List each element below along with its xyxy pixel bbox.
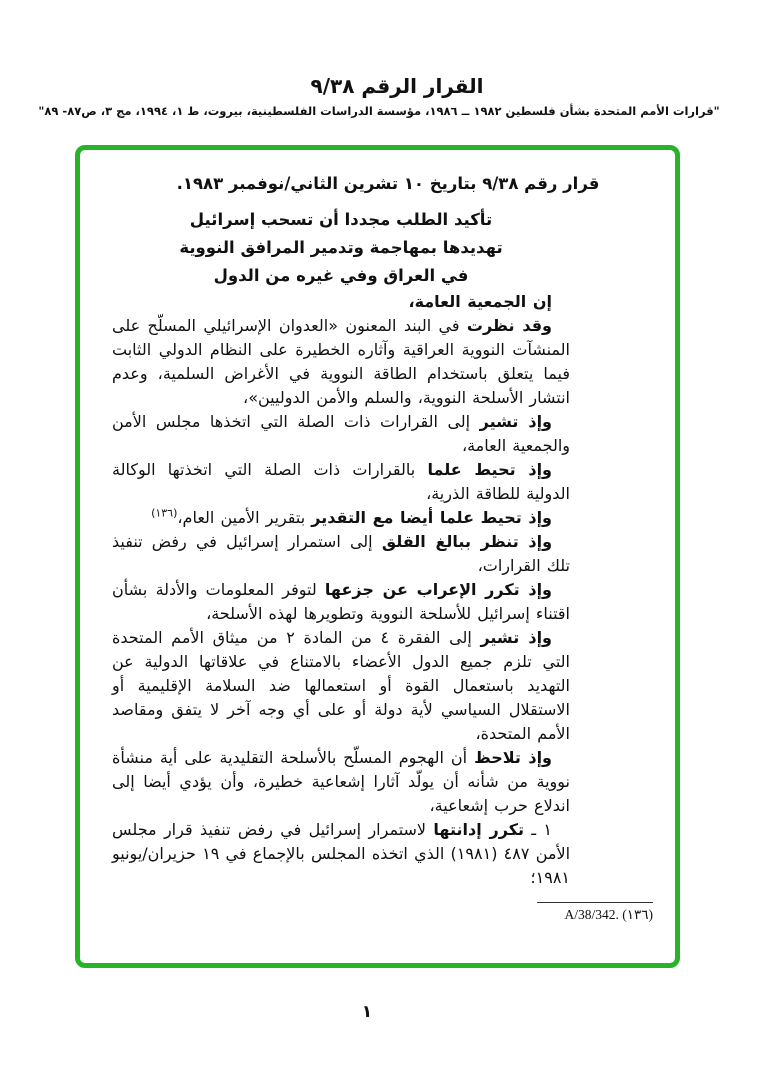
footnote-text: A/38/342. (١٣٦) <box>564 907 653 922</box>
item-number: ١ ـ <box>524 820 552 839</box>
paragraph-text: إلى القرارات ذات الصلة التي اتخذها مجلس الأمن والجمعية العامة، <box>112 412 570 455</box>
resolution-heading: قرار رقم ٩/٣٨ بتاريخ ١٠ تشرين الثاني/نوفمبر ١٩٨٣. <box>176 174 600 193</box>
paragraph-text: لتوفر المعلومات والأدلة بشأن اقتناء إسرائيل للأسلحة النووية وتطويرها لهذه الأسلحة، <box>112 580 570 623</box>
subtitle-line-1: تأكيد الطلب مجددا أن تسحب إسرائيل <box>189 210 493 229</box>
paragraph-lead: وإذ تحيط علما <box>427 460 552 479</box>
paragraph-lead: وإذ تحيط علما أيضا مع التقدير <box>311 508 552 527</box>
subtitle-line-2: تهديدها بمهاجمة وتدمير المرافق النووية <box>179 238 503 257</box>
page-title: القرار الرقم ٩/٣٨ <box>310 74 484 98</box>
document-body <box>112 172 600 890</box>
paragraph-preamble-7 <box>112 626 570 746</box>
paragraph-text: لاستمرار إسرائيل في رفض تنفيذ قرار مجلس الأمن ٤٨٧ (١٩٨١) الذي اتخذه المجلس بالإجماع في ١٩ حزيران/يونيو ١٩٨١؛ <box>112 820 571 887</box>
paragraph-lead: وإذ تشير <box>480 628 552 647</box>
paragraph-preamble-6 <box>112 578 570 626</box>
paragraph-text: أن الهجوم المسلّح بالأسلحة التقليدية على أية منشأة نووية من شأنه أن يولّد آثارا إشعاعية خطيرة، وأن يؤدي أيضا إلى اندلاع حرب إشعاعية، <box>112 748 570 815</box>
paragraph-preamble-2 <box>112 410 570 458</box>
resolution-text <box>112 290 570 890</box>
paragraph-preamble-8 <box>112 746 570 818</box>
paragraph-preamble-3 <box>112 458 570 506</box>
paragraph-preamble-4 <box>112 506 570 530</box>
paragraph-text: إلى الفقرة ٤ من المادة ٢ من ميثاق الأمم المتحدة التي تلزم جميع الدول الأعضاء بالامتناع في علاقاتها الدولية عن التهديد باستعمال القوة أو استعمالها ضد السلامة الإقليمية أو الاستقلال السياسي لأية دولة أو على أي وجه آخر لا يتفق ومقاصد الأمم المتحدة، <box>112 628 570 743</box>
paragraph-preamble-1 <box>112 314 570 410</box>
footnote-separator <box>537 902 653 903</box>
paragraph-lead: وإذ تنظر ببالغ القلق <box>381 532 553 551</box>
resolution-subtitle <box>112 206 570 290</box>
paragraph-lead: وإذ تكرر الإعراب عن جزعها <box>324 580 552 599</box>
paragraph-preamble-5 <box>112 530 570 578</box>
footnote <box>455 902 653 923</box>
footnote-reference: (١٣٦) <box>151 506 178 520</box>
paragraph-preamble-0 <box>112 290 570 314</box>
paragraph-text: بتقرير الأمين العام، <box>177 508 312 527</box>
paragraph-text: إلى استمرار إسرائيل في رفض تنفيذ تلك القرارات، <box>112 532 570 575</box>
paragraph-lead: وإذ تشير <box>479 412 553 431</box>
page-number: ١ <box>361 1002 373 1022</box>
paragraph-lead: وقد نظرت <box>466 316 552 335</box>
source-citation: "قرارات الأمم المتحدة بشأن فلسطين ١٩٨٢ ــ ١٩٨٦، مؤسسة الدراسات الفلسطينية، بيروت، ط ١، ١٩٩٤، مج ٣، ص٨٧- ٨٩" <box>38 104 720 118</box>
paragraph-lead: تكرر إدانتها <box>433 820 525 839</box>
paragraph-text: بالقرارات ذات الصلة التي اتخذتها الوكالة الدولية للطاقة الذرية، <box>112 460 570 503</box>
paragraph-text: في البند المعنون «العدوان الإسرائيلي المسلّح على المنشآت النووية العراقية وآثاره الخطيرة على النظام الدولي الثابت فيما يتعلق باستخدام الطاقة النووية في الأغراض السلمية، وعدم انتشار الأسلحة النووية، والسلم والأمن الدوليين»، <box>112 316 570 407</box>
paragraph-operative-1 <box>112 818 570 890</box>
paragraph-lead: وإذ تلاحظ <box>474 748 552 767</box>
paragraph-lead: إن الجمعية العامة، <box>408 292 552 311</box>
subtitle-line-3: في العراق وفي غيره من الدول <box>213 266 469 285</box>
